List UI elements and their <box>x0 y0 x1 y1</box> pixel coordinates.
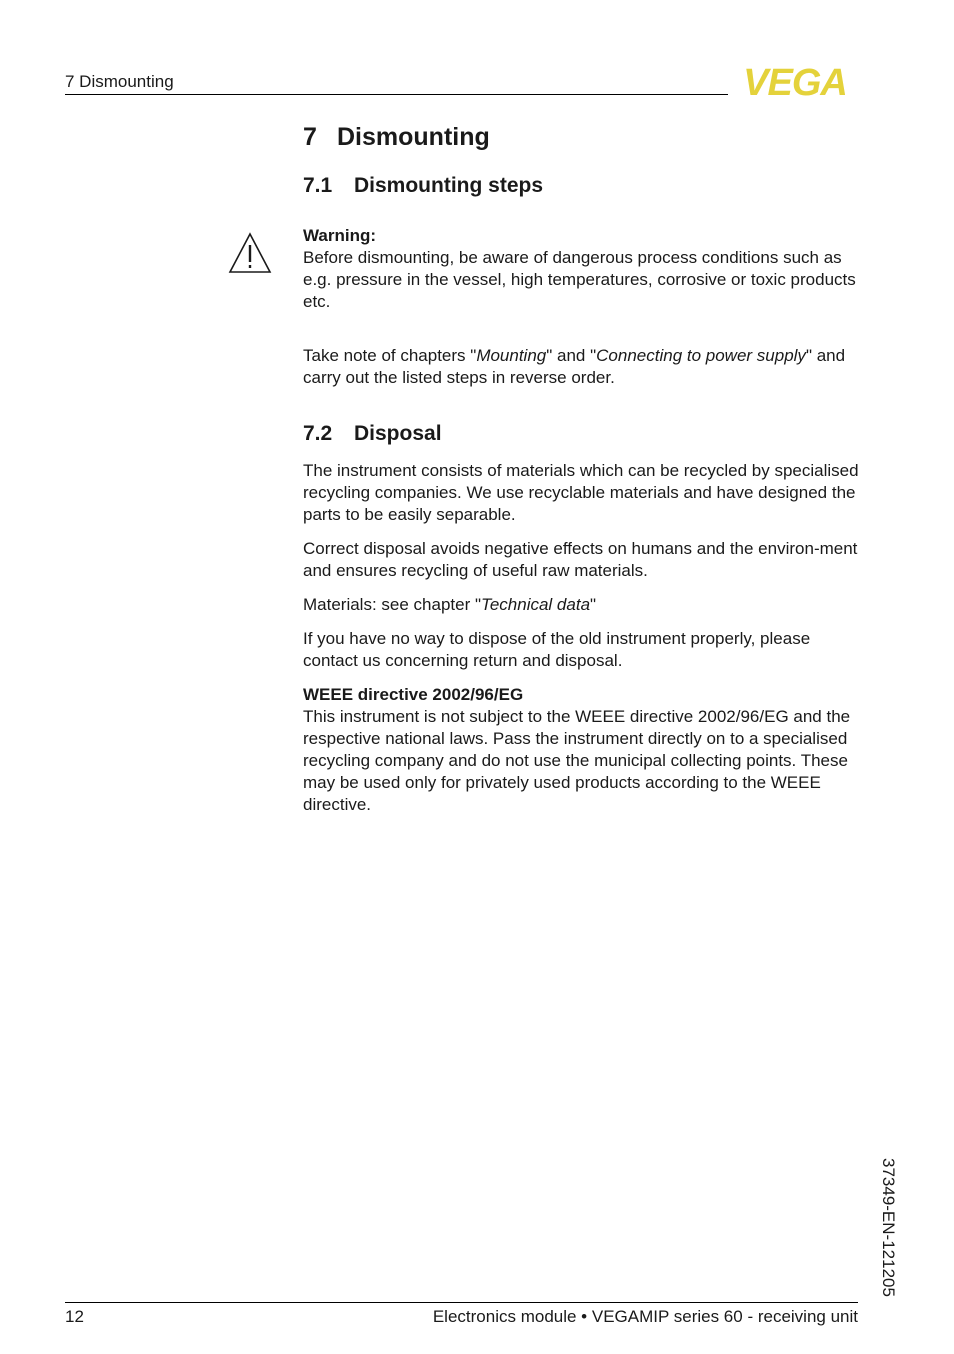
section-title: Dismounting steps <box>354 174 544 197</box>
weee-text: This instrument is not subject to the WEEE directive 2002/96/EG and the respective national laws. Pass the instrument directly on to a specialised recycling company and do not use the municipal collecting points. These may be used only for privately used products according to the WEEE directive. <box>303 707 851 814</box>
footer-document-title: Electronics module • VEGAMIP series 60 - receiving unit <box>432 1307 858 1326</box>
weee-title: WEEE directive 2002/96/EG <box>303 685 524 704</box>
note-middle: " and " <box>546 346 597 365</box>
materials-prefix: Materials: see chapter " <box>303 595 482 614</box>
main-content <box>303 120 859 816</box>
chapter-heading <box>303 120 859 154</box>
note-ref-power-supply: Connecting to power supply <box>596 346 806 365</box>
vega-logo-text: VEGA <box>743 64 847 98</box>
disposal-paragraph-4: If you have no way to dispose of the old instrument properly, please contact us concerning return and disposal. <box>303 629 811 670</box>
footer-divider <box>65 1302 858 1303</box>
disposal-paragraph-2: Correct disposal avoids negative effects on humans and the environ-ment and ensures recycling of useful raw materials. <box>303 539 858 580</box>
note-suffix: " and carry out the listed steps in reverse order. <box>303 346 846 387</box>
note-paragraph <box>303 345 859 389</box>
note-prefix: Take note of chapters " <box>303 346 477 365</box>
materials-ref-technical-data: Technical data <box>481 595 591 614</box>
warning-title: Warning: <box>303 226 377 245</box>
header-divider <box>65 94 728 95</box>
disposal-paragraph-1: The instrument consists of materials which can be recycled by specialised recycling companies. We use recyclable materials and have designed the parts to be easily separable. <box>303 461 859 524</box>
section-heading-dismounting-steps <box>303 172 859 200</box>
chapter-title: Dismounting <box>337 123 490 151</box>
section-number: 7.1 <box>303 174 333 197</box>
materials-paragraph <box>303 594 859 616</box>
document-code: 37349-EN-121205 <box>879 1158 898 1297</box>
section-title: Disposal <box>354 422 442 445</box>
section-heading-disposal <box>303 420 859 448</box>
section-number: 7.2 <box>303 422 333 445</box>
materials-suffix: " <box>590 595 597 614</box>
page-number: 12 <box>65 1307 84 1326</box>
chapter-number: 7 <box>303 123 317 151</box>
warning-text: Before dismounting, be aware of dangerous process conditions such as e.g. pressure in the vessel, high temperatures, corrosive or toxic products etc. <box>303 248 856 311</box>
vega-logo <box>733 64 858 98</box>
running-header: 7 Dismounting <box>65 72 174 91</box>
warning-triangle-icon <box>228 232 272 274</box>
note-ref-mounting: Mounting <box>476 346 547 365</box>
